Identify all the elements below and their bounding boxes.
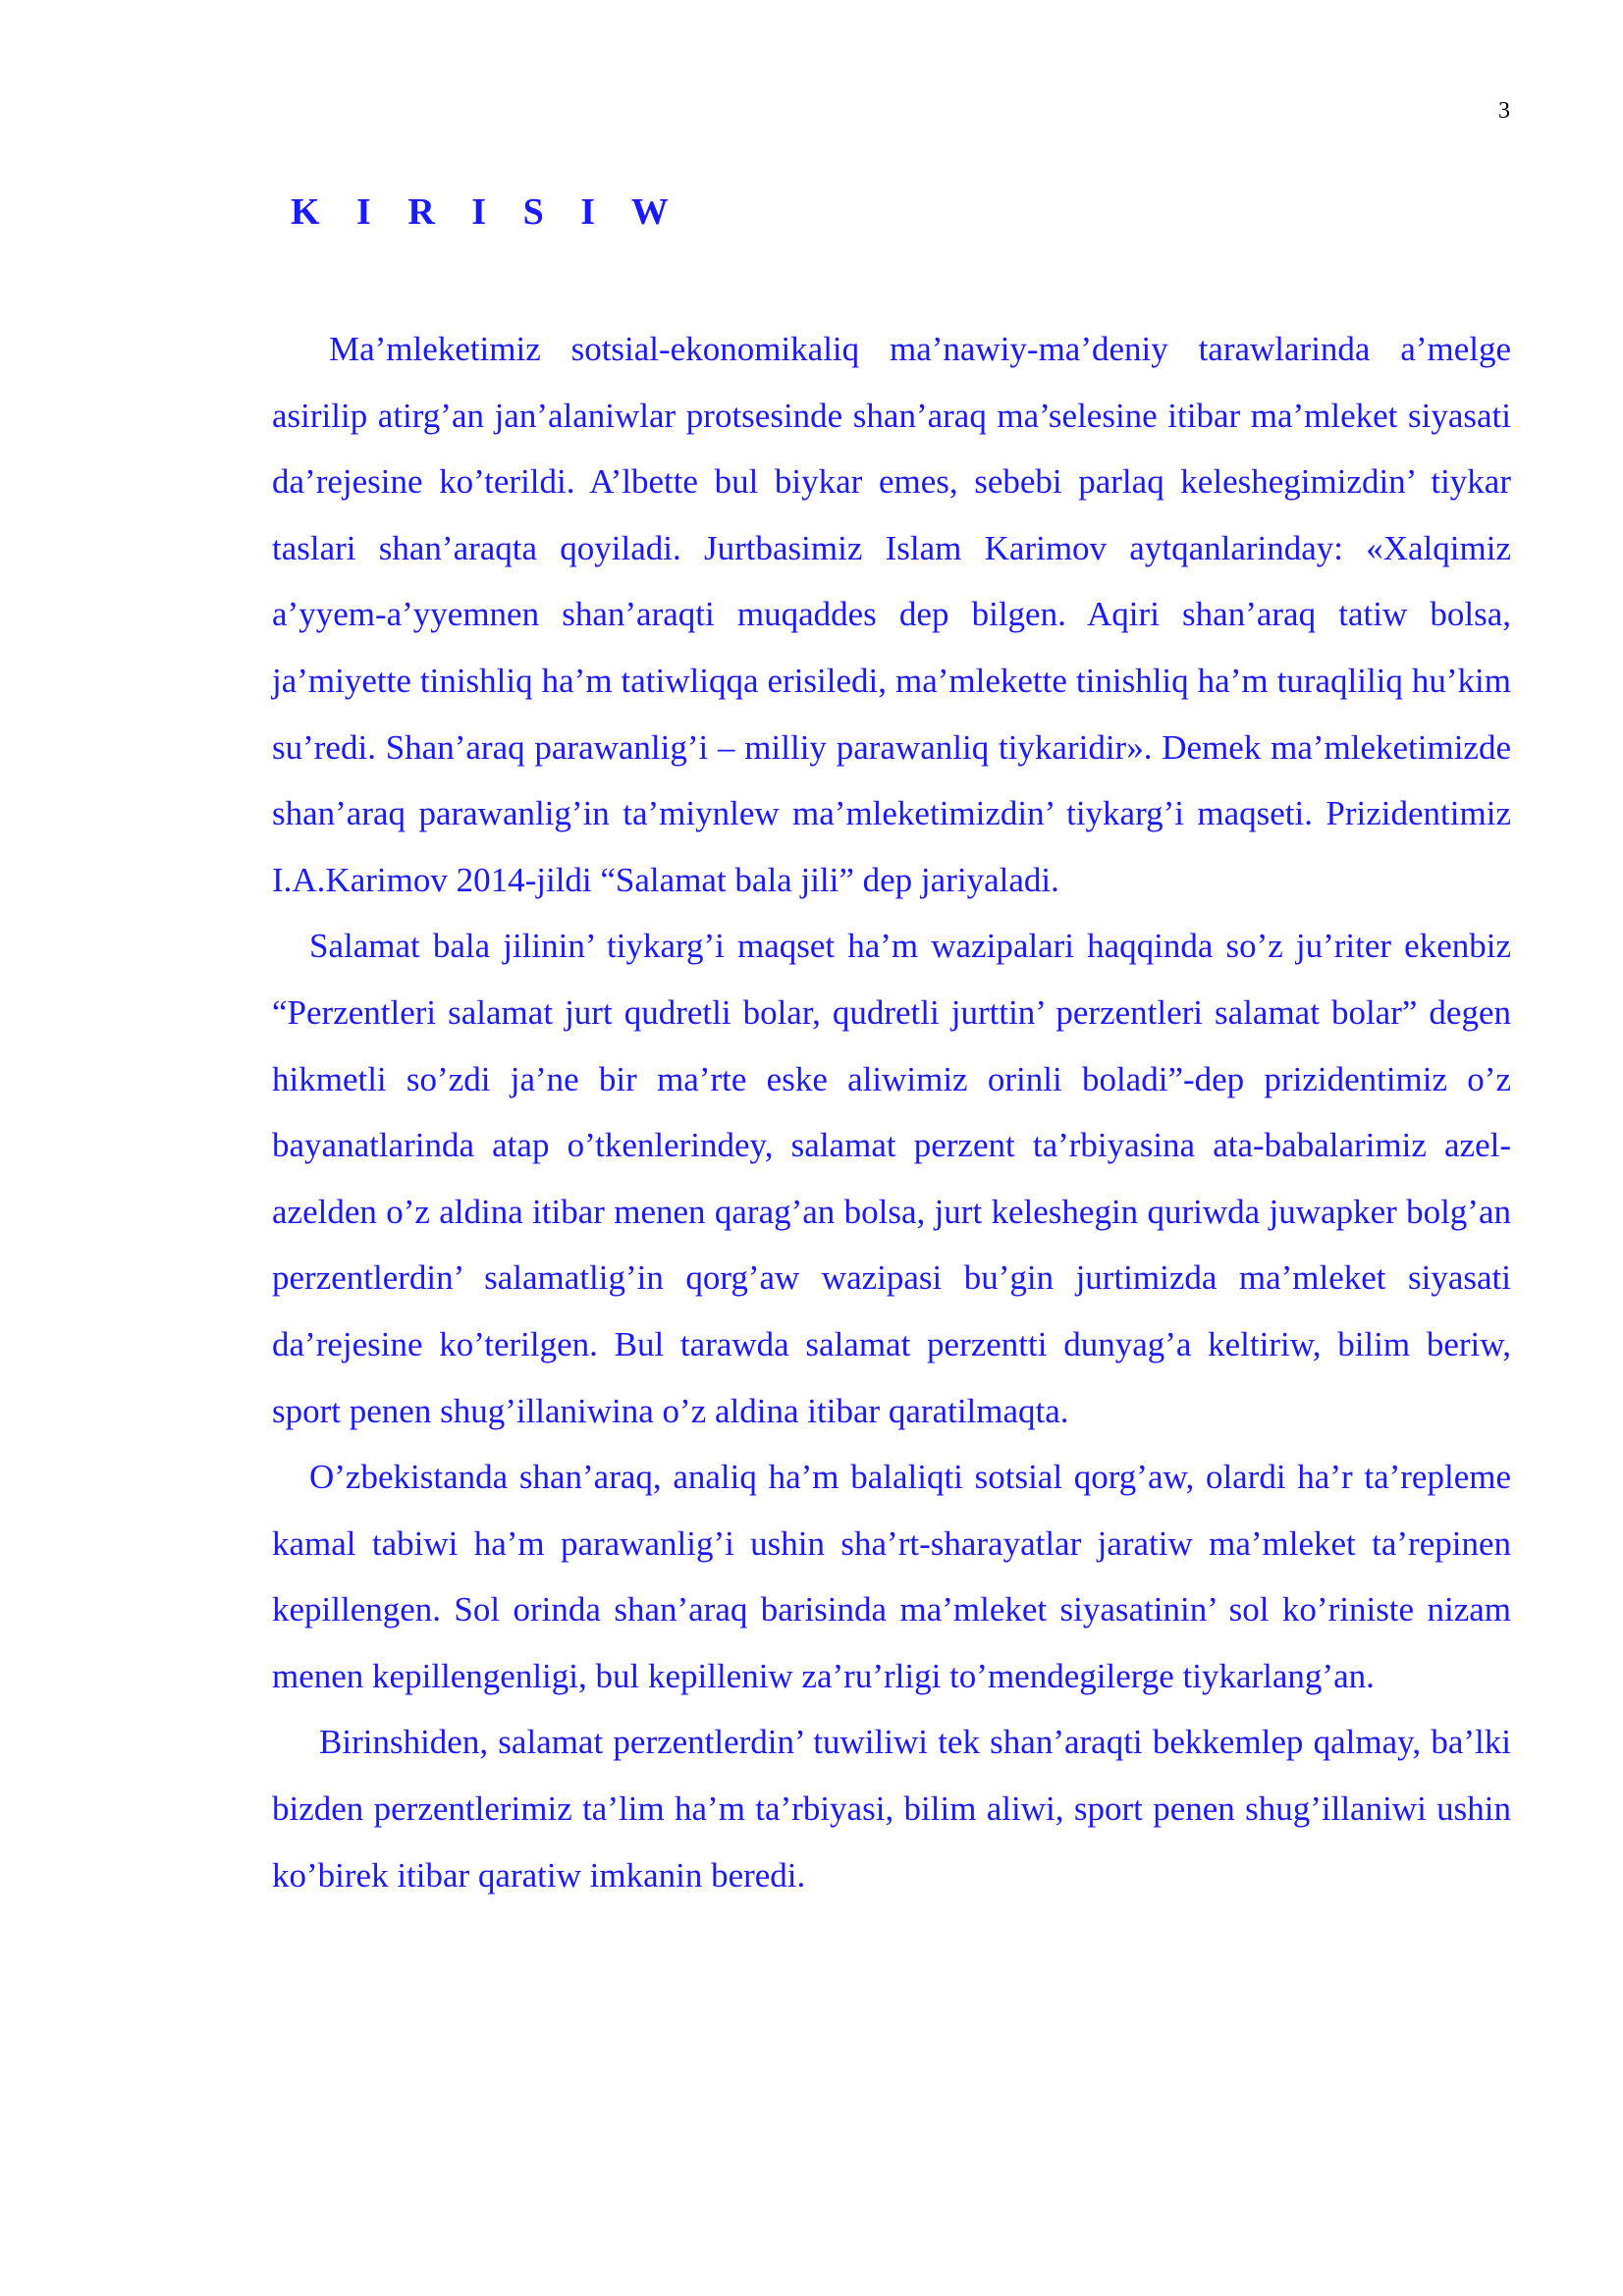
- paragraph: Ma’mleketimiz sotsial-ekonomikaliq ma’nawiy-ma’deniy tarawlarinda a’melge asirilip atirg’an jan’alaniwlar protsesinde shan’araq ma’selesine itibar ma’mleket siyasati da’rejesine ko’terildi. A’lbette bul biykar emes, sebebi parlaq keleshegimizdin’ tiykar taslari shan’araqta qoyiladi. Jurtbasimiz Islam Karimov aytqanlarinday: «Xalqimiz a’yyem-a’yyemnen shan’araqti muqaddes dep bilgen. Aqiri shan’araq tatiw bolsa, ja’miyette tinishliq ha’m tatiwliqqa erisiledi, ma’mlekette tinishliq ha’m turaqliliq hu’kim su’redi. Shan’araq parawanlig’i – milliy parawanliq tiykaridir». Demek ma’mleketimizde shan’araq parawanlig’in ta’miynlew ma’mleketimizdin’ tiykarg’i maqseti. Prizidentimiz I.A.Karimov 2014-jildi “Salamat bala jili” dep jariyaladi.: [272, 330, 1511, 899]
- paragraph: Salamat bala jilinin’ tiykarg’i maqset ha’m wazipalari haqqinda so’z ju’riter ekenbiz “Perzentleri salamat jurt qudretli bolar, qudretli jurttin’ perzentleri salamat bolar” degen hikmetli so’zdi ja’ne bir ma’rte eske aliwimiz orinli boladi”-dep prizidentimiz o’z bayanatlarinda atap o’tkenlerindey, salamat perzent ta’rbiyasina ata-babalarimiz azel-azelden o’z aldina itibar menen qarag’an bolsa, jurt keleshegin quriwda juwapker bolg’an perzentlerdin’ salamatlig’in qorg’aw wazipasi bu’gin jurtimizda ma’mleket siyasati da’rejesine ko’terilgen. Bul tarawda salamat perzentti dunyag’a keltiriw, bilim beriw, sport penen shug’illaniwina o’z aldina itibar qaratilmaqta.: [272, 927, 1511, 1430]
- body-text: [272, 316, 1511, 1908]
- section-heading: K I R I S I W: [291, 191, 682, 233]
- page-number: 3: [1498, 98, 1510, 124]
- paragraph: Birinshiden, salamat perzentlerdin’ tuwiliwi tek shan’araqti bekkemlep qalmay, ba’lki bizden perzentlerimiz ta’lim ha’m ta’rbiyasi, bilim aliwi, sport penen shug’illaniwi ushin ko’birek itibar qaratiw imkanin beredi.: [272, 1723, 1511, 1895]
- paragraph: O’zbekistanda shan’araq, analiq ha’m balaliqti sotsial qorg’aw, olardi ha’r ta’repleme kamal tabiwi ha’m parawanlig’i ushin sha’rt-sharayatlar jaratiw ma’mleket ta’repinen kepillengen. Sol orinda shan’araq barisinda ma’mleket siyasatinin’ sol ko’riniste nizam menen kepillengenligi, bul kepilleniw za’ru’rligi to’mendegilerge tiykarlang’an.: [272, 1458, 1511, 1695]
